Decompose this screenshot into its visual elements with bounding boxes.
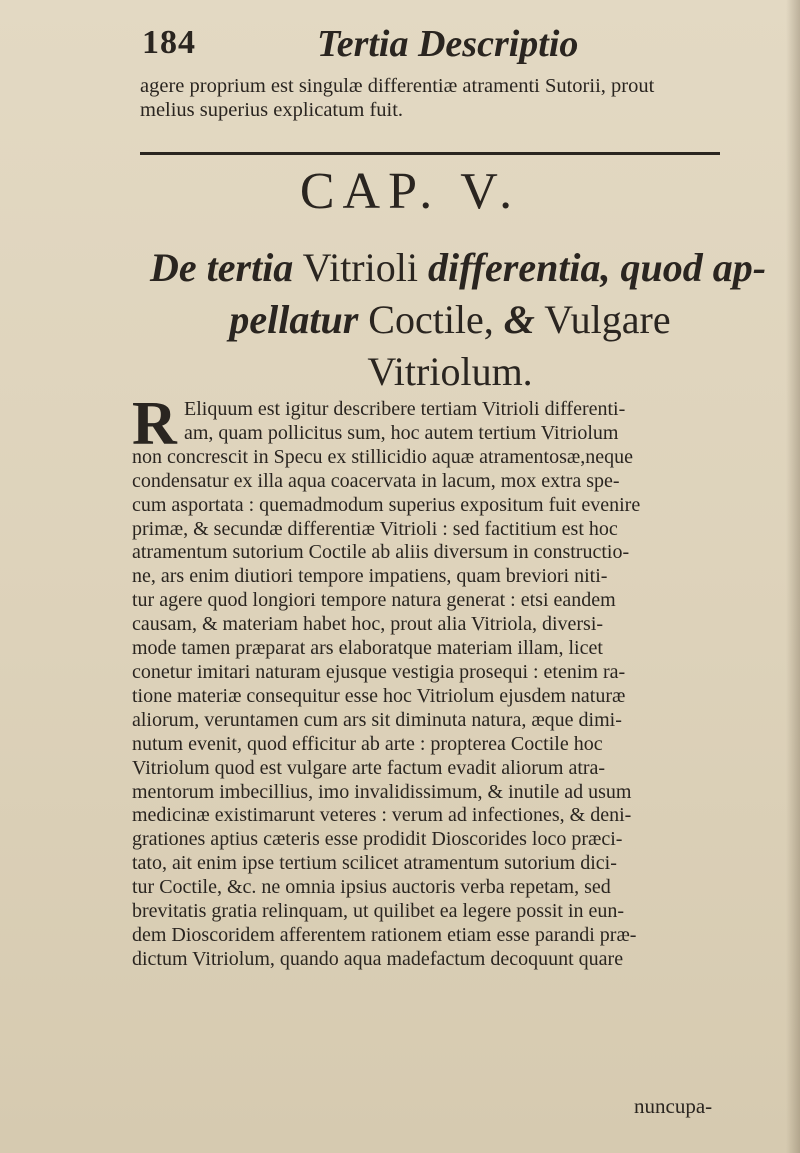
- heading-run: Vitriolum.: [367, 349, 533, 394]
- body-line: nutum evenit, quod efficitur ab arte : propterea Coctile hoc: [132, 732, 603, 755]
- heading-run: &: [503, 297, 535, 342]
- heading-line: [150, 346, 750, 398]
- body-line: aliorum, veruntamen cum ars sit diminuta natura, æque dimi-: [132, 708, 622, 731]
- body-line: Vitriolum quod est vulgare arte factum evadit aliorum atra-: [132, 756, 606, 779]
- body-line: mentorum imbecillius, imo invalidissimum, & inutile ad usum: [132, 780, 632, 803]
- body-line: brevitatis gratia relinquam, ut quilibet ea legere possit in eun-: [132, 900, 625, 923]
- body-line: tato, ait enim ipse tertium scilicet atramentum sutorium dici-: [132, 852, 617, 875]
- heading-run: differentia, quod ap-: [427, 245, 767, 290]
- running-title: Tertia Descriptio: [317, 23, 579, 65]
- heading-run: Vulgare: [534, 297, 671, 342]
- heading-run: De tertia: [150, 245, 294, 290]
- body-line: tur Coctile, &c. ne omnia ipsius auctoris verba repetam, sed: [132, 876, 611, 899]
- heading-run: Vitrioli: [293, 245, 428, 290]
- body-paragraph: [132, 390, 772, 972]
- body-line: conetur imitari naturam ejusque vestigia prosequi : etenim ra-: [132, 660, 626, 683]
- intro-line: agere proprium est singulæ differentiæ atramenti Sutorii, prout: [140, 75, 655, 97]
- body-line: causam, & materiam habet hoc, prout alia Vitriola, diversi-: [132, 613, 604, 636]
- body-line: tur agere quod longiori tempore natura generat : etsi eandem: [132, 589, 616, 612]
- body-line: grationes aptius cæteris esse prodidit Dioscorides loco præci-: [132, 828, 623, 851]
- intro-paragraph: [140, 74, 780, 122]
- catchword: nuncupa-: [634, 1094, 713, 1118]
- body-line: non concrescit in Specu ex stillicidio aquæ atramentosæ,neque: [132, 445, 633, 468]
- body-line: atramentum sutorium Coctile ab aliis diversum in constructio-: [132, 541, 630, 564]
- heading-run: pellatur: [229, 297, 359, 342]
- drop-cap: R: [132, 390, 177, 458]
- body-line: primæ, & secundæ differentiæ Vitrioli : sed factitium est hoc: [132, 517, 618, 540]
- heading-line: [150, 294, 750, 346]
- body-line: condensatur ex illa aqua coacervata in lacum, mox extra spe-: [132, 469, 620, 492]
- body-line: Eliquum est igitur describere tertiam Vitrioli differenti-: [184, 398, 626, 420]
- section-divider: [140, 152, 720, 155]
- body-line: ne, ars enim diutiori tempore impatiens, quam breviori niti-: [132, 565, 608, 588]
- body-line: dem Dioscoridem afferentem rationem etiam esse parandi præ-: [132, 923, 637, 946]
- chapter-heading: [150, 242, 767, 398]
- page-number: 184: [142, 24, 196, 61]
- running-head: [142, 22, 742, 70]
- intro-line: melius superius explicatum fuit.: [140, 99, 404, 121]
- chapter-label: CAP. V.: [299, 163, 521, 220]
- body-line: cum asportata : quemadmodum superius expositum fuit evenire: [132, 493, 641, 516]
- heading-line: [150, 242, 767, 294]
- heading-run: Coctile,: [358, 297, 504, 342]
- body-line: tione materiæ consequitur esse hoc Vitriolum ejusdem naturæ: [132, 684, 626, 707]
- body-line: am, quam pollicitus sum, hoc autem tertium Vitriolum: [184, 421, 619, 444]
- body-line: mode tamen præparat ars elaboratque materiam illam, licet: [132, 637, 603, 660]
- body-line: dictum Vitriolum, quando aqua madefactum decoquunt quare: [132, 947, 624, 970]
- body-line: medicinæ existimarunt veteres : verum ad infectiones, & deni-: [132, 804, 632, 827]
